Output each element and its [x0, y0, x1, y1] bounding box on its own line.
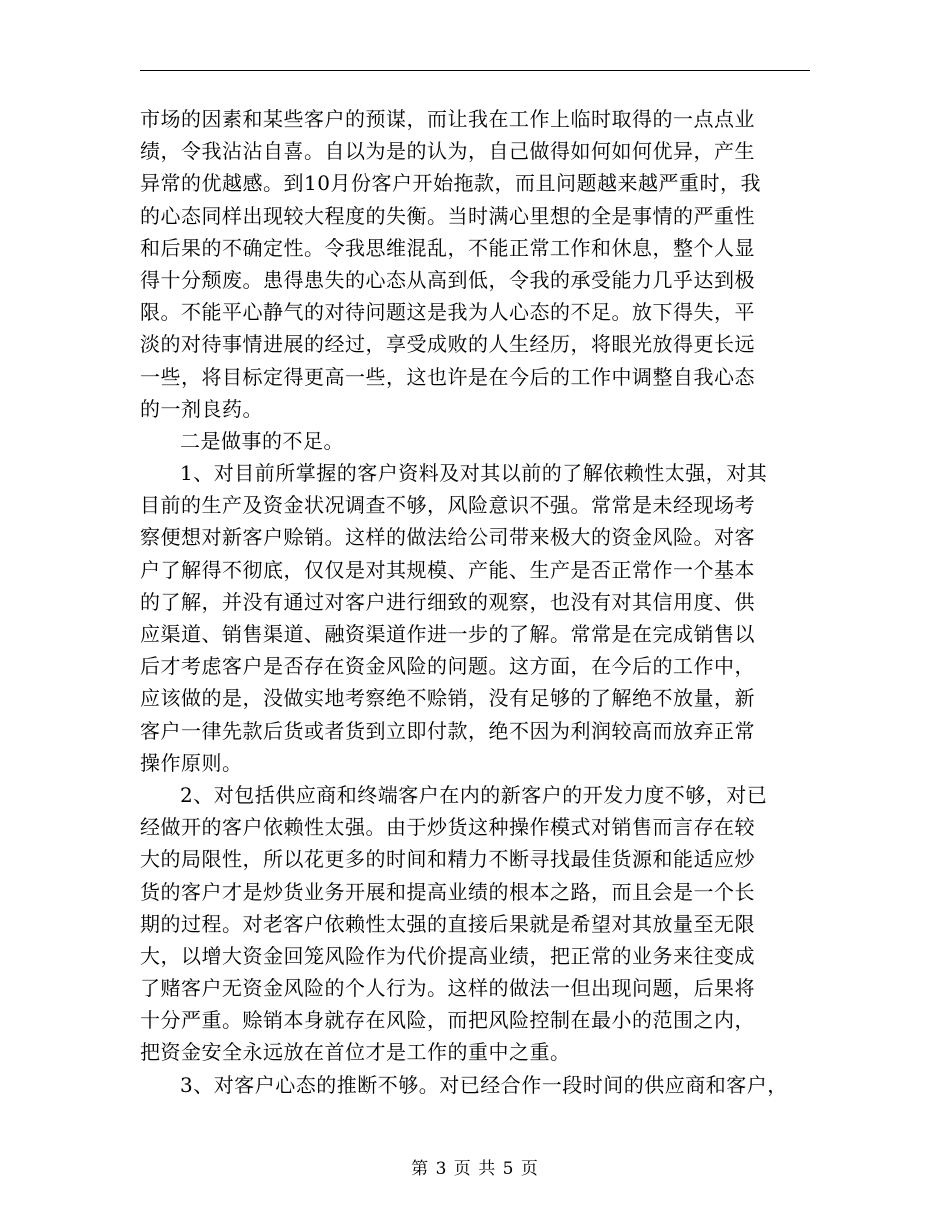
- document-body: [140, 103, 812, 1101]
- text-line: 的心态同样出现较大程度的失衡。当时满心里想的全是事情的严重性: [140, 203, 755, 228]
- text-line: 十分严重。赊销本身就存在风险，而把风险控制在最小的范围之内，: [140, 1008, 755, 1033]
- text-line: 货的客户才是炒货业务开展和提高业绩的根本之路，而且会是一个长: [140, 879, 755, 904]
- text-line: 淡的对待事情进展的经过，享受成败的人生经历，将眼光放得更长远: [140, 332, 755, 357]
- text-line: 察便想对新客户赊销。这样的做法给公司带来极大的资金风险。对客: [140, 525, 755, 550]
- text-line: 目前的生产及资金状况调查不够，风险意识不强。常常是未经现场考: [140, 493, 755, 518]
- text-line: 的了解，并没有通过对客户进行细致的观察，也没有对其信用度、供: [140, 589, 755, 614]
- page-number-footer: 第 3 页 共 5 页: [411, 1159, 539, 1179]
- text-line: 户了解得不彻底，仅仅是对其规模、产能、生产是否正常作一个基本: [140, 557, 755, 582]
- text-line: 应渠道、销售渠道、融资渠道作进一步的了解。常常是在完成销售以: [140, 622, 755, 646]
- text-line: 期的过程。对老客户依赖性太强的直接后果就是希望对其放量至无限: [140, 911, 755, 936]
- text-line: 市场的因素和某些客户的预谋，而让我在工作上临时取得的一点点业: [140, 107, 755, 131]
- text-line: 大，以增大资金回笼风险作为代价提高业绩，把正常的业务来往变成: [140, 943, 755, 968]
- header-rule: [140, 70, 810, 71]
- text-line: 得十分颓废。患得患失的心态从高到低，令我的承受能力几乎达到极: [140, 267, 755, 292]
- text-line: 绩，令我沾沾自喜。自以为是的认为，自己做得如何如何优异，产生: [140, 139, 755, 164]
- text-line: 和后果的不确定性。令我思维混乱，不能正常工作和休息，整个人显: [140, 235, 755, 260]
- text-line: 客户一律先款后货或者货到立即付款，绝不因为利润较高而放弃正常: [140, 718, 755, 743]
- text-line: 经做开的客户依赖性太强。由于炒货这种操作模式对销售而言存在较: [140, 815, 755, 840]
- text-line: 二是做事的不足。: [180, 428, 344, 453]
- text-line: 把资金安全永远放在首位才是工作的重中之重。: [140, 1040, 571, 1065]
- text-line: 3、对客户心态的推断不够。对已经合作一段时间的供应商和客户，: [180, 1072, 788, 1097]
- text-line: 一些，将目标定得更高一些，这也许是在今后的工作中调整自我心态: [140, 364, 755, 389]
- text-line: 应该做的是，没做实地考察绝不赊销，没有足够的了解绝不放量，新: [140, 686, 755, 711]
- text-line: 1、对目前所掌握的客户资料及对其以前的了解依赖性太强，对其: [180, 461, 768, 486]
- text-line: 异常的优越感。到10月份客户开始拖款，而且问题越来越严重时，我: [140, 171, 761, 196]
- text-line: 后才考虑客户是否存在资金风险的问题。这方面，在今后的工作中，: [140, 654, 755, 679]
- text-line: 操作原则。: [140, 750, 243, 775]
- text-line: 的一剂良药。: [140, 396, 263, 421]
- text-line: 大的局限性，所以花更多的时间和精力不断寻找最佳货源和能适应炒: [140, 847, 755, 872]
- text-line: 限。不能平心静气的对待问题这是我为人心态的不足。放下得失，平: [140, 300, 755, 325]
- text-line: 了赌客户无资金风险的个人行为。这样的做法一但出现问题，后果将: [140, 976, 755, 1001]
- text-line: 2、对包括供应商和终端客户在内的新客户的开发力度不够，对已: [180, 782, 768, 807]
